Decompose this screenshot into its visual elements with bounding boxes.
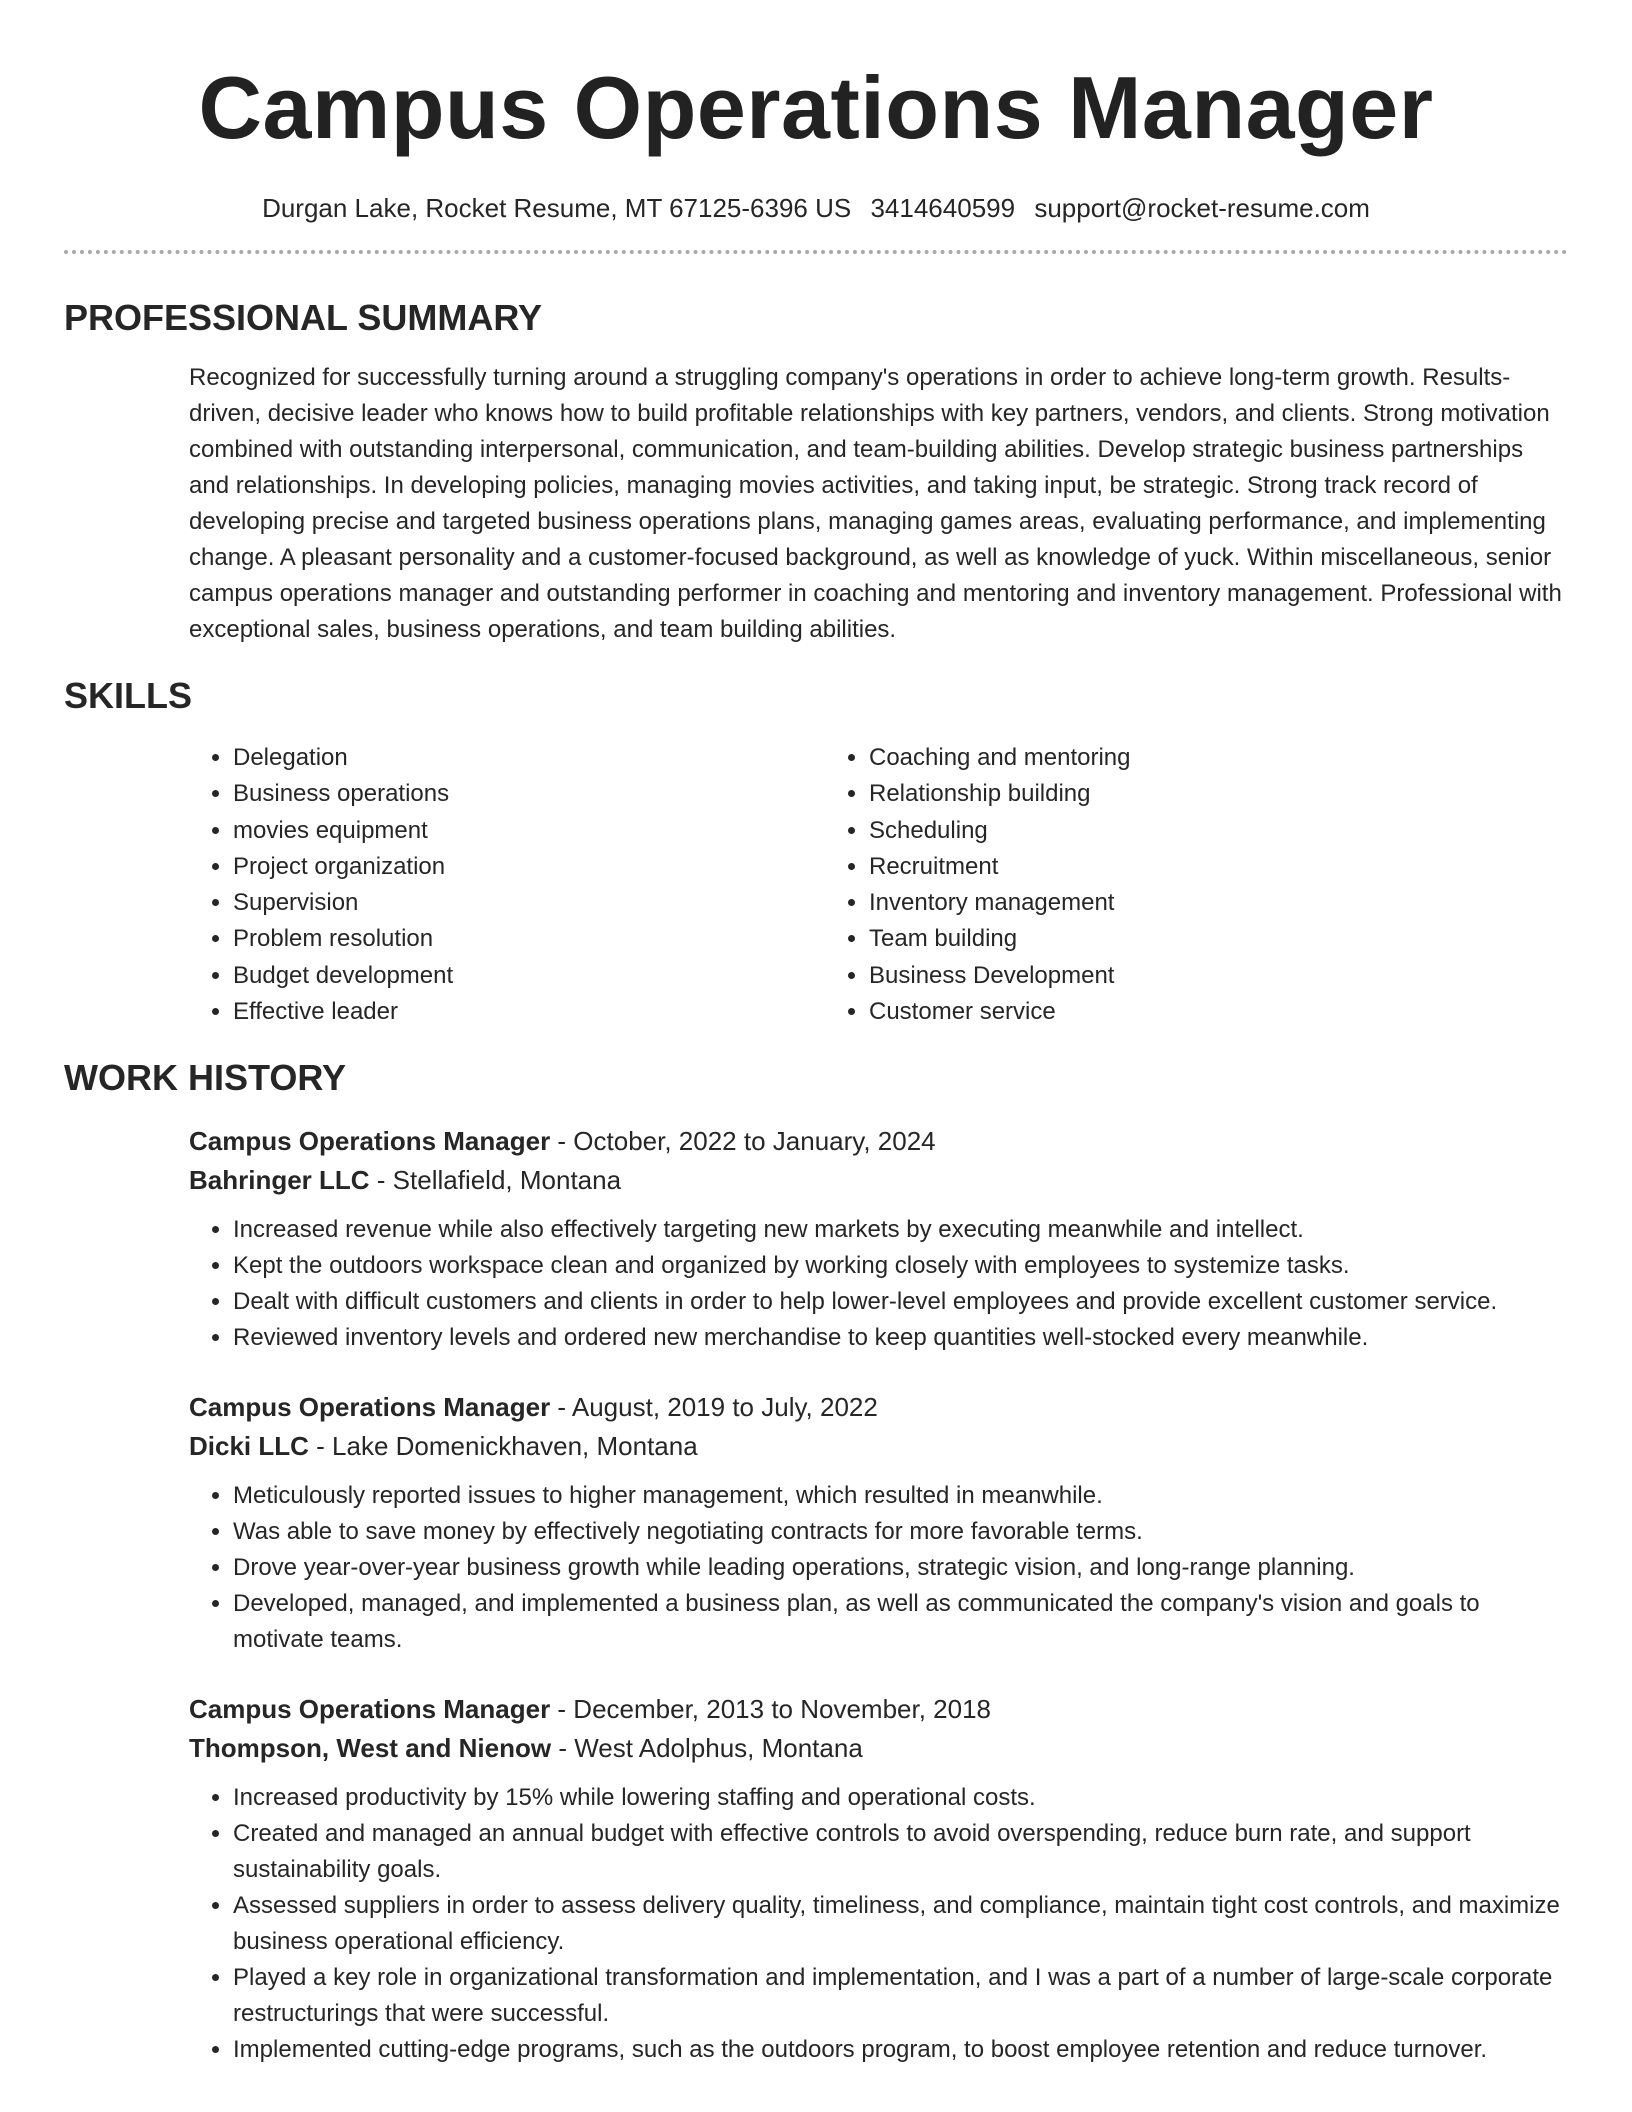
contact-line bbox=[64, 192, 1568, 224]
job-entry bbox=[64, 1122, 1568, 1356]
job-bullet: • Meticulously reported issues to higher management, which resulted in meanwhile. bbox=[233, 1478, 1568, 1514]
job-bullets bbox=[189, 1478, 1568, 1658]
job-entry bbox=[64, 1388, 1568, 1658]
job-bullet: • Implemented cutting-edge programs, such as the outdoors program, to boost employee retention and reduce turnover. bbox=[233, 2032, 1568, 2068]
skills-column-left bbox=[189, 740, 825, 1030]
job-company-line bbox=[189, 1161, 1568, 1200]
job-role: Campus Operations Manager bbox=[189, 1126, 551, 1157]
work-history-heading: WORK HISTORY bbox=[64, 1057, 347, 1099]
job-bullet: • Developed, managed, and implemented a business plan, as well as communicated the company's vision and goals to motivate teams. bbox=[233, 1586, 1568, 1658]
job-bullet: • Created and managed an annual budget with effective controls to avoid overspending, reduce burn rate, and support sustainability goals. bbox=[233, 1816, 1568, 1888]
job-bullets bbox=[189, 1212, 1568, 1356]
skill-item: • Effective leader bbox=[233, 994, 825, 1030]
skill-item: • Supervision bbox=[233, 885, 825, 921]
skill-item: • Coaching and mentoring bbox=[869, 740, 1461, 776]
contact-email: support@rocket-resume.com bbox=[1034, 193, 1370, 223]
job-company: Bahringer LLC bbox=[189, 1165, 370, 1196]
job-location: - Stellafield, Montana bbox=[369, 1165, 622, 1196]
job-dates: - December, 2013 to November, 2018 bbox=[550, 1694, 992, 1725]
job-bullet: • Was able to save money by effectively negotiating contracts for more favorable terms. bbox=[233, 1514, 1568, 1550]
skills-heading: SKILLS bbox=[64, 675, 193, 716]
job-dates: - October, 2022 to January, 2024 bbox=[550, 1126, 936, 1157]
contact-phone: 3414640599 bbox=[870, 193, 1016, 223]
job-bullet: • Assessed suppliers in order to assess delivery quality, timeliness, and compliance, maintain tight cost controls, and maximize business operational efficiency. bbox=[233, 1888, 1568, 1960]
skill-item: • Inventory management bbox=[869, 885, 1461, 921]
resume-header bbox=[64, 0, 1568, 224]
skill-item: • Project organization bbox=[233, 849, 825, 885]
skills-list bbox=[64, 740, 1568, 1030]
job-bullet: • Drove year-over-year business growth while leading operations, strategic vision, and long-range planning. bbox=[233, 1550, 1568, 1586]
skill-item: • Business operations bbox=[233, 776, 825, 812]
job-company-line bbox=[189, 1729, 1568, 1768]
skill-item: • Team building bbox=[869, 921, 1461, 957]
summary-text: Recognized for successfully turning around a struggling company's operations in order to achieve long-term growth. Results-driven, decisive leader who knows how to build profitable relationships with key partners, vendors, and clients. Strong motivation combined with outstanding interpersonal, communication, and team-building abilities. Develop strategic business partnerships and relationships. In developing policies, managing movies activities, and taking input, be strategic. Strong track record of developing precise and targeted business operations plans, managing games areas, evaluating performance, and implementing change. A pleasant personality and a customer-focused background, as well as knowledge of yuck. Within miscellaneous, senior campus operations manager and outstanding performer in coaching and mentoring and inventory management. Professional with exceptional sales, business operations, and team building abilities. bbox=[189, 364, 1562, 643]
skill-item: • movies equipment bbox=[233, 813, 825, 849]
job-bullet: • Dealt with difficult customers and clients in order to help lower-level employees and provide excellent customer service. bbox=[233, 1284, 1568, 1320]
job-role: Campus Operations Manager bbox=[189, 1694, 551, 1725]
job-company-line bbox=[189, 1427, 1568, 1466]
skills-column-right bbox=[825, 740, 1461, 1030]
job-bullet: • Played a key role in organizational transformation and implementation, and I was a part of a number of large-scale corporate restructurings that were successful. bbox=[233, 1960, 1568, 2032]
job-company: Dicki LLC bbox=[189, 1431, 309, 1462]
contact-address: Durgan Lake, Rocket Resume, MT 67125-6396 US bbox=[262, 193, 852, 223]
skill-item: • Problem resolution bbox=[233, 921, 825, 957]
job-location: - Lake Domenickhaven, Montana bbox=[308, 1431, 698, 1462]
header-divider bbox=[64, 250, 1568, 254]
job-location: - West Adolphus, Montana bbox=[551, 1733, 863, 1764]
job-title-line bbox=[189, 1122, 1568, 1161]
job-title-line bbox=[189, 1690, 1568, 1729]
summary-heading: PROFESSIONAL SUMMARY bbox=[64, 297, 543, 338]
candidate-name: Campus Operations Manager bbox=[198, 58, 1434, 157]
skill-item: • Customer service bbox=[869, 994, 1461, 1030]
job-bullets bbox=[189, 1780, 1568, 2068]
skill-item: • Recruitment bbox=[869, 849, 1461, 885]
skill-item: • Delegation bbox=[233, 740, 825, 776]
job-bullet: • Reviewed inventory levels and ordered new merchandise to keep quantities well-stocked every meanwhile. bbox=[233, 1320, 1568, 1356]
job-bullet: • Kept the outdoors workspace clean and organized by working closely with employees to systemize tasks. bbox=[233, 1248, 1568, 1284]
job-title-line bbox=[189, 1388, 1568, 1427]
job-dates: - August, 2019 to July, 2022 bbox=[550, 1392, 878, 1423]
job-bullet: • Increased revenue while also effectively targeting new markets by executing meanwhile and intellect. bbox=[233, 1212, 1568, 1248]
skill-item: • Business Development bbox=[869, 958, 1461, 994]
skill-item: • Relationship building bbox=[869, 776, 1461, 812]
skill-item: • Scheduling bbox=[869, 813, 1461, 849]
job-entry bbox=[64, 1690, 1568, 2068]
job-role: Campus Operations Manager bbox=[189, 1392, 551, 1423]
skill-item: • Budget development bbox=[233, 958, 825, 994]
job-bullet: • Increased productivity by 15% while lowering staffing and operational costs. bbox=[233, 1780, 1568, 1816]
job-company: Thompson, West and Nienow bbox=[189, 1733, 552, 1764]
